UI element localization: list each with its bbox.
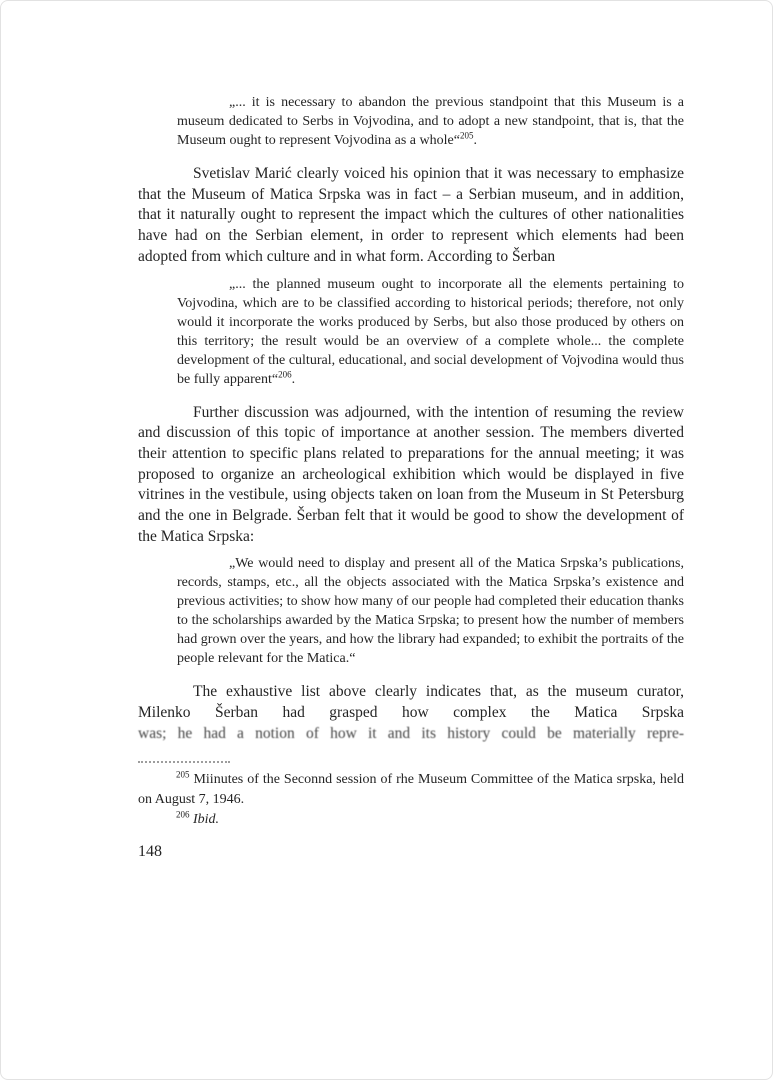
footnote-marker-206: 206	[176, 808, 190, 819]
footnote-205	[138, 770, 684, 810]
quote-text: „... it is necessary to abandon the previous standpoint that this Museum is a museum dedicated to Serbs in Vojvodina, and to adopt a new standpoint, that is, that the Museum ought to represent Vojvodina as a whole“	[177, 95, 684, 148]
block-quote-1	[177, 93, 684, 150]
block-quote-2	[177, 275, 684, 389]
footnote-marker-205: 205	[176, 768, 190, 779]
paragraph-3-blurred-line: was; he had a notion of how it and its history could be materially repre-	[138, 724, 684, 742]
footnote-text: Ibid.	[193, 811, 220, 827]
paragraph-1: Svetislav Marić clearly voiced his opinion that it was necessary to emphasize that the Museum of Matica Srpska was in fact – a Serbian museum, and in addition, that it naturally ought to represent the impact which the cultures of other nationalities have had on the Serbian element, in order to represent which elements had been adopted from which culture and in what form. According to Šerban	[138, 165, 684, 265]
paragraph-2: Further discussion was adjourned, with the intention of resuming the review and discussion of this topic of importance at another session. The members diverted their attention to specific plans related to preparations for the annual meeting; it was proposed to organize an archeological exhibition which would be displayed in five vitrines in the vestibule, using objects taken on loan from the Museum in St Petersburg and the one in Belgrade. Šerban felt that it would be good to show the development of the Matica Srpska:	[138, 403, 684, 545]
footnote-ref-205: 205	[459, 130, 474, 141]
footnote-206	[138, 810, 684, 830]
quote-period: .	[473, 133, 477, 148]
paragraph-3: The exhaustive list above clearly indicates that, as the museum curator, Milenko Šerban had grasped how complex the Matica Srpska	[138, 683, 684, 722]
footnote-text: Miinutes of the Seconnd session of rhe Museum Committee of the Matica srpska, held on August 7, 1946.	[138, 771, 684, 807]
page-content	[138, 93, 684, 861]
quote-period: .	[291, 371, 296, 387]
footnote-separator	[138, 761, 230, 763]
block-quote-3: „We would need to display and present all of the Matica Srpska’s publications, records, stamps, etc., all the objects associated with the Matica Srpska’s existence and previous activities; to show how many of our people had completed their education thanks to the scholarships awarded by the Matica Srpska; to present how the number of members had grown over the years, and how the library had expanded; to exhibit the portraits of the people relevant for the Matica.“	[177, 556, 684, 667]
page-number: 148	[138, 842, 162, 860]
footnote-ref-206: 206	[278, 368, 292, 379]
quote-text: „... the planned museum ought to incorporate all the elements pertaining to Vojvodina, which are to be classified according to historical periods; therefore, not only would it incorporate the works produced by Serbs, but also those produced by others on this territory; the result would be an overview of a complete whole... the complete development of the cultural, educational, and social development of Vojvodina would thus be fully apparent“	[177, 276, 684, 387]
